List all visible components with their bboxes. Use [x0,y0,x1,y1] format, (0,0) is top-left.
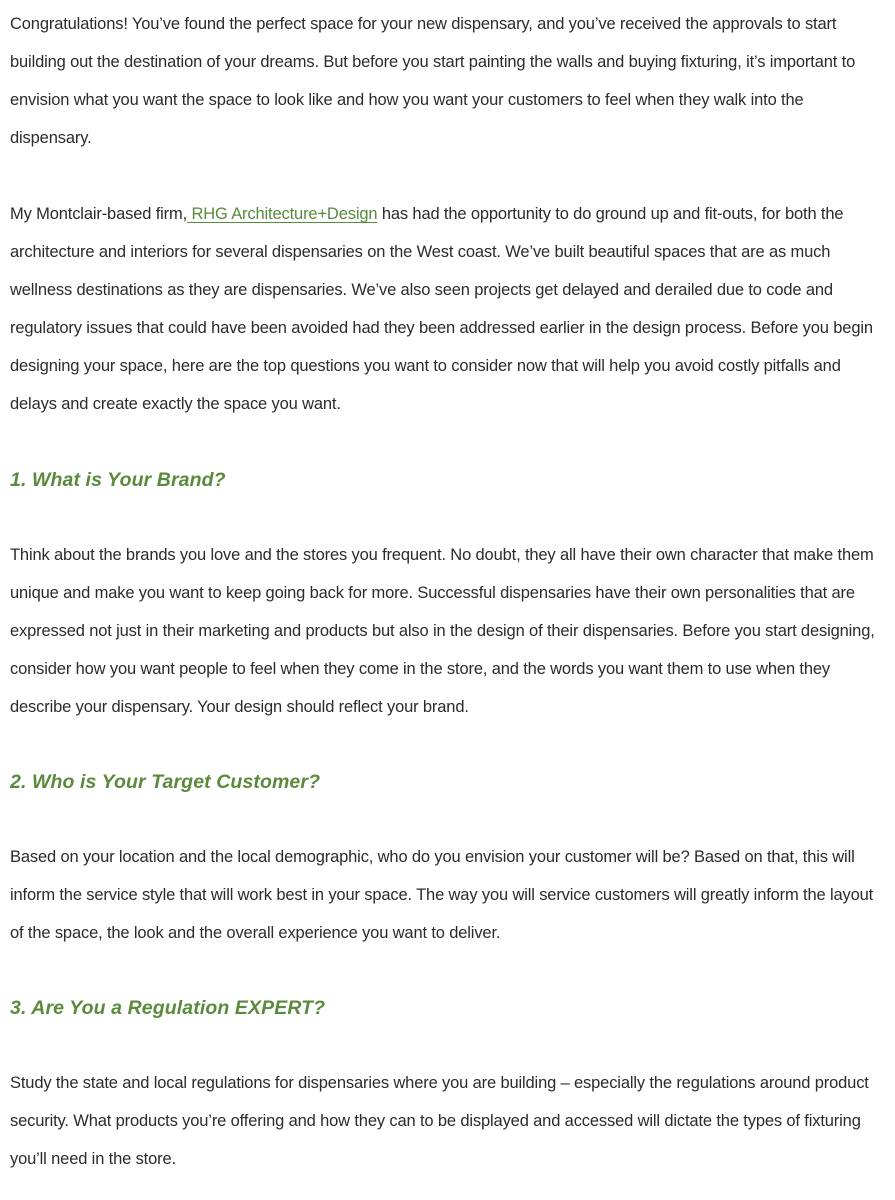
firm-text-after: has had the opportunity to do ground up and fit-outs, for both the architecture and interiors for several dispensaries on the West coast. We’ve built beautiful spaces that are as much wellness destinations as they are dispensaries. We’ve also seen projects get delayed and derailed due to code and regulatory issues that could have been avoided had they been addressed earlier in the design process. Before you begin designing your space, here are the top questions you want to consider now that will help you avoid costly pitfalls and delays and create exactly the space you want. [10,205,873,413]
rhg-architecture-design-link[interactable]: RHG Architecture+Design [187,205,378,223]
firm-paragraph [10,195,883,423]
section-body-target-customer: Based on your location and the local demographic, who do you envision your customer will be? Based on that, this will inform the service style that will work best in your space. The way you will service customers will greatly inform the layout of the space, the look and the overall experience you want to deliver. [10,848,874,942]
firm-text-before: My Montclair-based firm, [10,205,188,223]
section-heading-target-customer: 2. Who is Your Target Customer? [10,771,321,793]
intro-paragraph: Congratulations! You’ve found the perfect space for your new dispensary, and you’ve received the approvals to start building out the destination of your dreams. But before you start painting the walls and buying fixturing, it’s important to envision what you want the space to look like and how you want your customers to feel when they walk into the dispensary. [10,15,856,147]
section-body-regulation: Study the state and local regulations for dispensaries where you are building – especially the regulations around product security. What products you’re offering and how they can to be displayed and accessed will dictate the types of fixturing you’ll need in the store. [10,1074,869,1168]
section-heading-regulation: 3. Are You a Regulation EXPERT? [10,997,326,1019]
section-heading-brand: 1. What is Your Brand? [10,469,226,491]
section-body-brand: Think about the brands you love and the stores you frequent. No doubt, they all have their own character that make them unique and make you want to keep going back for more. Successful dispensaries have their own personalities that are expressed not just in their marketing and products but also in the design of their dispensaries. Before you start designing, consider how you want people to feel when they come in the store, and the words you want them to use when they describe your dispensary. Your design should reflect your brand. [10,546,875,716]
